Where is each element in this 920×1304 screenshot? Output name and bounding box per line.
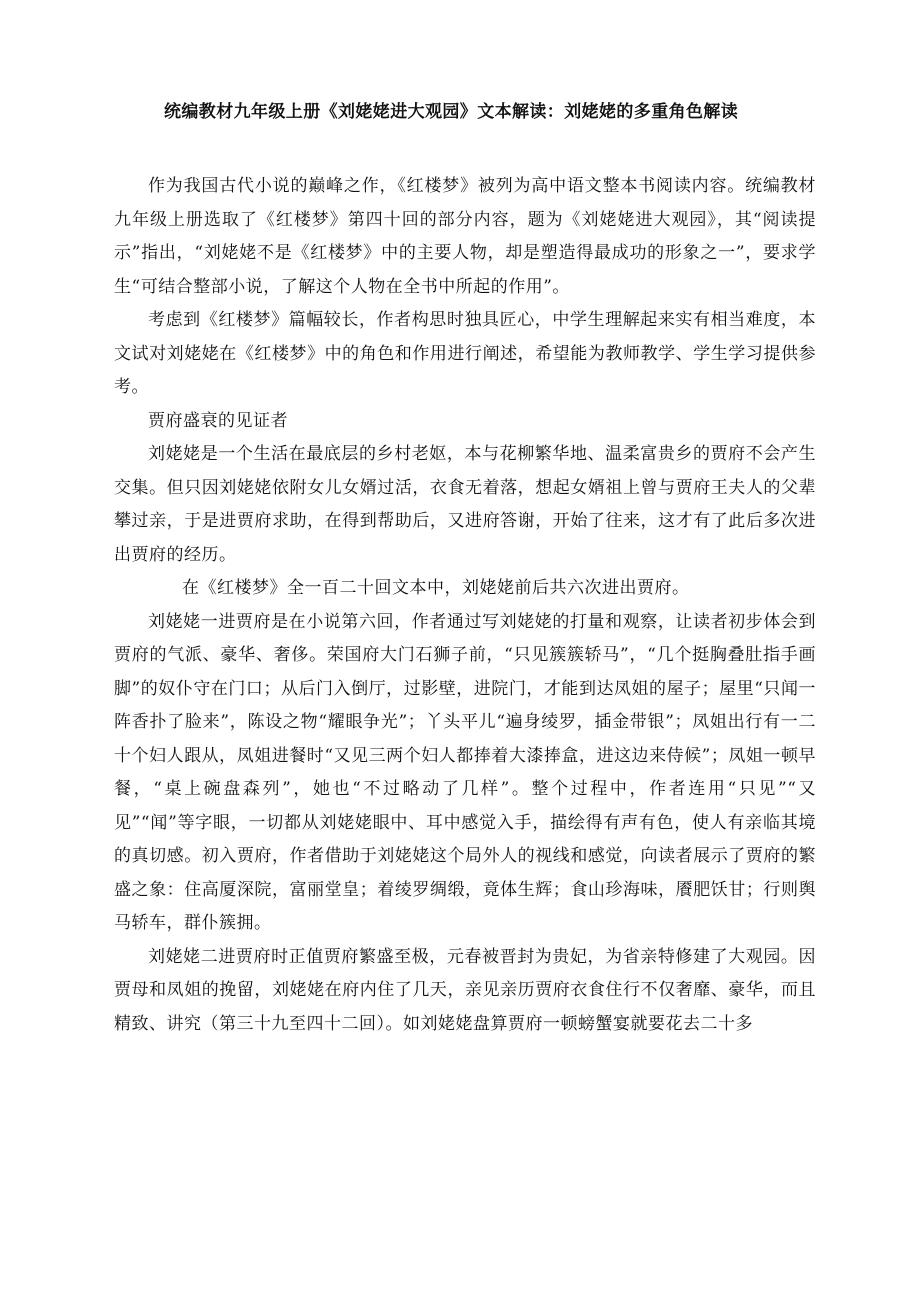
document-body: [114, 170, 816, 1041]
document-title: 统编教材九年级上册《刘姥姥进大观园》文本解读：刘姥姥的多重角色解读: [164, 102, 739, 122]
paragraph-purpose: 考虑到《红楼梦》篇幅较长，作者构思时独具匠心，中学生理解起来实有相当难度，本文试对刘姥姥在《红楼梦》中的角色和作用进行阐述，希望能为教师教学、学生学习提供参考。: [114, 310, 816, 397]
paragraph-first-visit: 刘姥姥一进贾府是在小说第六回，作者通过写刘姥姥的打量和观察，让读者初步体会到贾府的气派、豪华、奢侈。荣国府大门石狮子前，“只见簇簇轿马”，“几个挺胸叠肚指手画脚”的奴仆守在门口；从后门入倒厅，过影壁，进院门，才能到达凤姐的屋子；屋里“只闻一阵香扑了脸来”，陈设之物“耀眼争光”；丫头平儿“遍身绫罗，插金带银”；凤姐出行有一二十个妇人跟从，凤姐进餐时“又见三两个妇人都捧着大漆捧盒，进这边来侍候”；凤姐一顿早餐，“桌上碗盘森列”，她也“不过略动了几样”。整个过程中，作者连用“只见”“又见”“闻”等字眼，一切都从刘姥姥眼中、耳中感觉入手，描绘得有声有色，使人有亲临其境的真切感。初入贾府，作者借助于刘姥姥这个局外人的视线和感觉，向读者展示了贾府的繁盛之象：住高厦深院，富丽堂皇；着绫罗绸缎，竟体生辉；食山珍海味，餍肥饫甘；行则舆马轿车，群仆簇拥。: [114, 611, 816, 933]
paragraph-second-visit: 刘姥姥二进贾府时正值贾府繁盛至极，元春被晋封为贵妃，为省亲特修建了大观园。因贾母和凤姐的挽留，刘姥姥在府内住了几天，亲见亲历贾府衣食住行不仅奢靡、豪华，而且精致、讲究（第三十九至四十二回）。如刘姥姥盘算贾府一顿螃蟹宴就要花去二十多: [114, 946, 816, 1034]
paragraph-intro: 作为我国古代小说的巅峰之作，《红楼梦》被列为高中语文整本书阅读内容。统编教材九年级上册选取了《红楼梦》第四十回的部分内容，题为《刘姥姥进大观园》，其“阅读提示”指出，“刘姥姥不是《红楼梦》中的主要人物，却是塑造得最成功的形象之一”，要求学生“可结合整部小说，了解这个人物在全书中所起的作用”。: [114, 176, 816, 297]
section-heading: 贾府盛衰的见证者: [148, 410, 288, 431]
paragraph-six-visits: 在《红楼梦》全一百二十回文本中，刘姥姥前后共六次进出贾府。: [182, 578, 690, 598]
paragraph-background: 刘姥姥是一个生活在最底层的乡村老妪，本与花柳繁华地、温柔富贵乡的贾府不会产生交集。但只因刘姥姥依附女儿女婿过活，衣食无着落，想起女婿祖上曾与贾府王夫人的父辈攀过亲，于是进贾府求助，在得到帮助后，又进府答谢，开始了往来，这才有了此后多次进出贾府的经历。: [114, 444, 816, 565]
